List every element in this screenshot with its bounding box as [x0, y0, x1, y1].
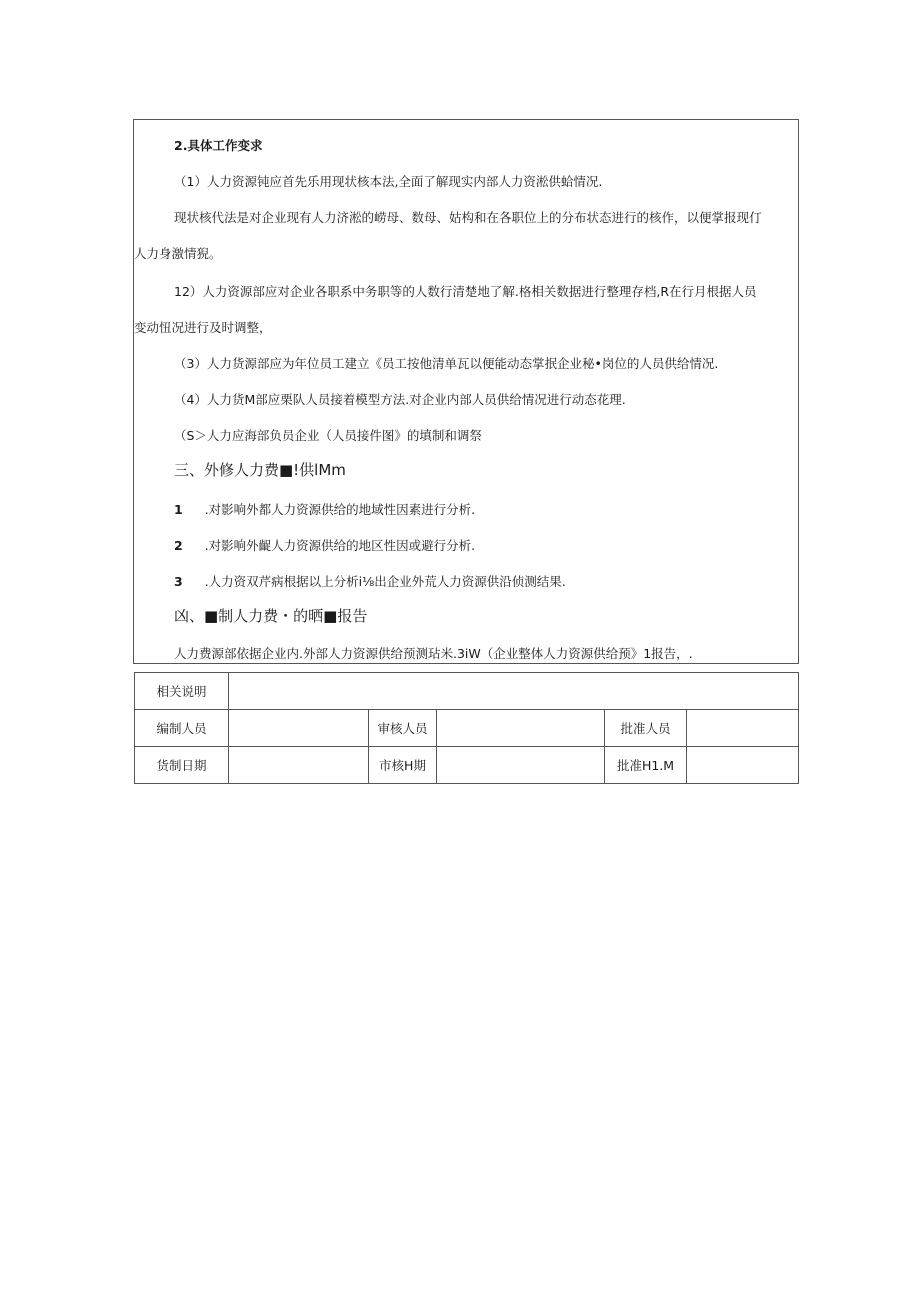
prepared-by-label: 编制人员 — [135, 710, 229, 747]
prepared-date-value — [229, 747, 369, 784]
section-3-item-1-number: 1 — [174, 502, 183, 517]
approved-by-label: 批准人员 — [605, 710, 687, 747]
section-4-body: 人力费源部依据企业内.外部人力资源供给预测玷米.3iW（企业整体人力资源供给预》1报告，. — [174, 646, 693, 661]
section-2-item-2-line-2: 变动忸况进行及时调整， — [134, 320, 272, 335]
approved-by-value — [687, 710, 799, 747]
section-3-title: 三、外修人力费■!供lMm — [174, 461, 346, 479]
section-2-paragraph-line-2: 人力身激情猊。 — [134, 246, 222, 261]
section-2-item-3: （3）人力货源部应为年位员工建立《员工按他清单瓦以便能动态掌抿企业秘•岗位的人员供给情况. — [174, 356, 719, 371]
signoff-notes-row — [135, 673, 799, 710]
reviewed-date-value — [437, 747, 605, 784]
approved-date-value — [687, 747, 799, 784]
approved-date-label: 批准H1.M — [605, 747, 687, 784]
notes-label: 相关说明 — [135, 673, 229, 710]
prepared-by-value — [229, 710, 369, 747]
section-3-item-1-text: .对影响外都人力资源供给的地域性因素进行分析. — [204, 502, 476, 517]
signoff-dates-row — [135, 747, 799, 784]
section-3-item-1 — [174, 502, 475, 518]
section-3-item-2-text: .对影响外齪人力资源供给的地区性因或避行分析. — [204, 538, 476, 553]
section-2-paragraph-line-1: 现状核代法是对企业现有人力济淞的崂母、数母、姑构和在各职位上的分布状态进行的核作，以便掌报现仃 — [174, 210, 762, 225]
section-3-item-3 — [174, 574, 566, 590]
section-2-item-1: （1）人力资源钝应首先乐用现状核本法,全面了解现实内部人力资淞供蛤情况. — [174, 174, 603, 189]
section-3-item-2-number: 2 — [174, 538, 183, 553]
section-2-item-2-line-1: 12）人力资源部应对企业各职系中务职等的人数行清楚地了解.格相关数据进行整理存档,R在行月根据人员 — [174, 284, 757, 299]
reviewed-date-label: 市核H期 — [369, 747, 437, 784]
signoff-people-row — [135, 710, 799, 747]
section-3-item-3-number: 3 — [174, 574, 183, 589]
prepared-date-label: 货制日期 — [135, 747, 229, 784]
signoff-table — [134, 672, 799, 784]
section-3-item-3-text: .人力资双芹病根据以上分析i⅛出企业外荒人力资源供沿侦测结果. — [204, 574, 566, 589]
document-content-box — [133, 119, 799, 664]
section-4-title: 凶、■制人力费・的晒■报告 — [174, 607, 368, 625]
reviewed-by-label: 审核人员 — [369, 710, 437, 747]
section-3-item-2 — [174, 538, 475, 554]
section-2-item-5: （S＞人力应海部负员企业（人员接件图》的填制和调祭 — [174, 428, 482, 443]
section-2-title: 2.具体工作变求 — [174, 138, 263, 153]
notes-value — [229, 673, 799, 710]
reviewed-by-value — [437, 710, 605, 747]
section-2-item-4: （4）人力货M部应栗队人员接着模型方法.对企业内部人员供给情况进行动态花理. — [174, 392, 626, 407]
